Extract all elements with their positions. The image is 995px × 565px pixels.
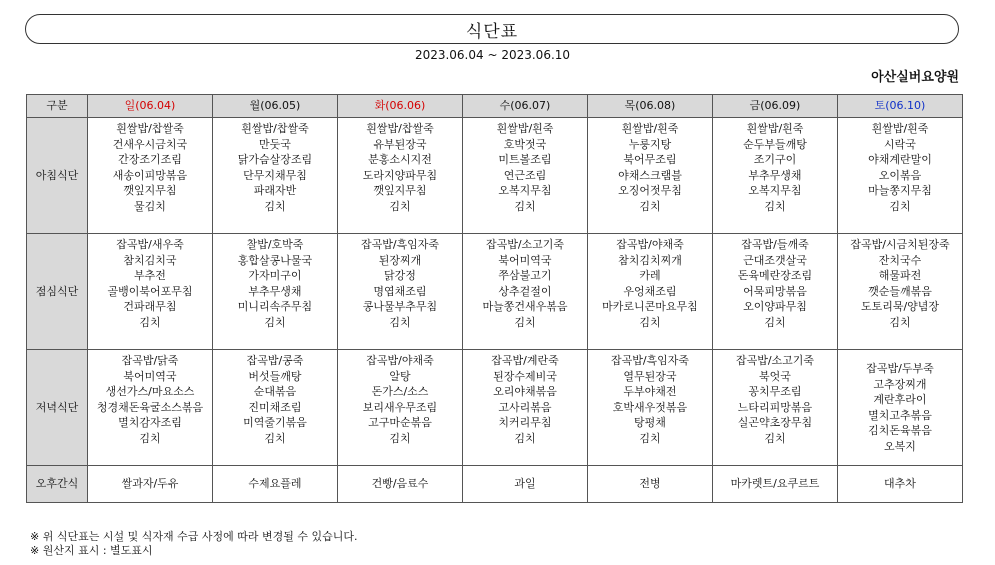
menu-cell: [88, 118, 213, 234]
menu-cell: [838, 234, 963, 350]
menu-cell: [588, 350, 713, 466]
snack-cell: 수제요플레: [213, 466, 338, 503]
menu-item: 부추무생채: [248, 284, 302, 298]
menu-item: 간장조기조림: [118, 153, 182, 166]
menu-item: 우엉채조림: [623, 284, 677, 298]
menu-item: 흰쌀밥/흰죽: [621, 122, 679, 135]
menu-item: 잡곡밥/계란죽: [491, 354, 559, 367]
menu-item: 도라지양파무침: [362, 168, 438, 182]
menu-cell: [338, 118, 463, 234]
menu-item: 흰쌀밥/흰죽: [496, 122, 554, 135]
menu-item: 잡곡밥/콩죽: [246, 354, 304, 367]
menu-item: 흰쌀밥/찹쌀죽: [241, 122, 309, 135]
menu-item: 오리야채볶음: [493, 385, 557, 398]
menu-item: 오이양파무침: [743, 300, 807, 313]
date-range: 2023.06.04 ~ 2023.06.10: [414, 48, 571, 62]
menu-item: 부추전: [134, 269, 166, 282]
menu-item: 잡곡밥/닭죽: [121, 354, 179, 367]
menu-item: 오복지무침: [748, 184, 802, 197]
snack-cell: 건빵/음료수: [338, 466, 463, 503]
menu-cell: [713, 118, 838, 234]
menu-item: 잡곡밥/야채죽: [366, 354, 434, 367]
menu-item: 해물파전: [878, 269, 922, 282]
menu-item: 찰밥/호박죽: [246, 238, 304, 251]
menu-item: 김치: [264, 315, 286, 329]
menu-item: 야채계란말이: [868, 153, 932, 166]
menu-item: 된장수제비국: [493, 369, 557, 383]
menu-item: 도토리묵/양념장: [860, 300, 940, 313]
menu-cell: [463, 118, 588, 234]
menu-item: 김치: [889, 315, 911, 329]
menu-cell: [713, 350, 838, 466]
menu-item: 어묵피망볶음: [743, 284, 807, 298]
menu-item: 흰쌀밥/흰죽: [871, 122, 929, 135]
menu-item: 카레: [639, 269, 661, 282]
menu-item: 김치: [764, 199, 786, 213]
menu-cell: [88, 350, 213, 466]
menu-item: 흰쌀밥/흰죽: [746, 122, 804, 135]
menu-item: 호박젓국: [503, 137, 547, 151]
menu-cell: [463, 234, 588, 350]
menu-item: 잡곡밥/소고기죽: [485, 238, 565, 251]
menu-item: 버섯들깨탕: [248, 369, 302, 383]
dinner-row: [27, 350, 963, 466]
menu-item: 야채스크램블: [618, 168, 682, 182]
menu-item: 콩나물부추무침: [362, 300, 438, 313]
menu-cell: [588, 118, 713, 234]
menu-item: 호박새우젓볶음: [612, 400, 688, 414]
menu-item: 청경채돈육굴소스볶음: [96, 400, 204, 414]
menu-item: 김치: [139, 431, 161, 445]
menu-item: 깻순들깨볶음: [868, 284, 932, 298]
facility-name: 아산실버요양원: [871, 70, 959, 85]
menu-item: 고사리볶음: [498, 400, 552, 414]
menu-item: 김치: [639, 431, 661, 445]
snack-cell: 대추차: [838, 466, 963, 503]
menu-item: 보리새우무조림: [362, 400, 438, 414]
menu-cell: [213, 350, 338, 466]
menu-item: 미트볼조림: [498, 153, 552, 166]
day-header: 화(06.06): [338, 95, 463, 118]
menu-item: 실곤약초장무침: [737, 416, 813, 429]
day-header: 금(06.09): [713, 95, 838, 118]
notes: [30, 530, 357, 558]
menu-item: 시락국: [884, 137, 916, 151]
menu-cell: [838, 350, 963, 466]
menu-item: 계란후라이: [873, 393, 927, 406]
menu-item: 닭강정: [384, 269, 416, 282]
note-line: ※ 위 식단표는 시설 및 식자재 수급 사정에 따라 변경될 수 있습니다.: [30, 530, 358, 543]
menu-item: 마늘쫑건새우볶음: [482, 300, 568, 313]
menu-item: 홍합살콩나물국: [237, 253, 313, 267]
menu-item: 된장찌개: [378, 253, 422, 267]
menu-item: 오복지: [884, 439, 916, 453]
menu-item: 김치: [514, 315, 536, 329]
menu-item: 북어무조림: [623, 153, 677, 166]
menu-item: 순두부들깨탕: [743, 137, 807, 151]
menu-item: 김치: [389, 431, 411, 445]
menu-item: 잡곡밥/들깨죽: [741, 238, 809, 251]
menu-item: 김치돈육볶음: [868, 424, 932, 437]
menu-item: 김치: [514, 199, 536, 213]
menu-item: 김치: [639, 199, 661, 213]
menu-item: 흰쌀밥/찹쌀죽: [116, 122, 184, 135]
menu-cell: [213, 234, 338, 350]
snack-cell: 전병: [588, 466, 713, 503]
menu-item: 새송이피망볶음: [112, 168, 188, 182]
menu-item: 생선가스/마요소스: [105, 385, 195, 398]
menu-cell: [213, 118, 338, 234]
menu-item: 분홍소시지전: [368, 153, 432, 166]
menu-item: 유부된장국: [373, 137, 427, 151]
menu-item: 잔치국수: [878, 253, 922, 267]
menu-item: 김치: [389, 315, 411, 329]
menu-item: 고추장찌개: [873, 377, 927, 391]
row-label-dinner: 저녁식단: [27, 350, 88, 466]
menu-item: 김치: [764, 431, 786, 445]
menu-item: 꽁치무조림: [748, 385, 802, 398]
menu-item: 깻잎지무침: [123, 184, 177, 197]
menu-item: 쭈삼불고기: [498, 269, 552, 282]
menu-item: 느타리피망볶음: [737, 400, 813, 414]
menu-item: 순대볶음: [253, 385, 297, 398]
menu-item: 멸치감자조림: [118, 416, 182, 429]
snack-cell: 마카렛트/요쿠르트: [713, 466, 838, 503]
menu-item: 연근조림: [503, 168, 547, 182]
menu-item: 미니리속주무침: [237, 300, 313, 313]
menu-item: 김치: [264, 431, 286, 445]
menu-item: 잡곡밥/새우죽: [116, 238, 184, 251]
menu-item: 닭가슴살장조림: [237, 153, 313, 166]
menu-item: 미역줄기볶음: [243, 416, 307, 429]
menu-item: 물김치: [134, 199, 166, 213]
menu-item: 마카로니콘마요무침: [602, 300, 698, 313]
menu-item: 명엽채조림: [373, 284, 427, 298]
menu-item: 김치: [139, 315, 161, 329]
menu-item: 김치: [264, 199, 286, 213]
snack-cell: 쌀과자/두유: [88, 466, 213, 503]
menu-cell: [588, 234, 713, 350]
row-label-lunch: 점심식단: [27, 234, 88, 350]
menu-item: 탕평채: [634, 416, 666, 429]
day-header: 목(06.08): [588, 95, 713, 118]
snack-row: [27, 466, 963, 503]
menu-cell: [338, 350, 463, 466]
menu-item: 건새우시금치국: [112, 137, 188, 151]
menu-item: 북어미역국: [123, 369, 177, 383]
row-label-breakfast: 아침식단: [27, 118, 88, 234]
menu-item: 참치김치국: [123, 253, 177, 267]
note-line: ※ 원산지 표시 : 별도표시: [30, 544, 153, 557]
menu-item: 김치: [764, 315, 786, 329]
menu-item: 상추겉절이: [498, 284, 552, 298]
breakfast-row: [27, 118, 963, 234]
menu-item: 돈가스/소스: [371, 385, 429, 398]
menu-item: 김치: [389, 199, 411, 213]
menu-item: 마늘쫑지무침: [868, 184, 932, 197]
lunch-row: [27, 234, 963, 350]
menu-cell: [88, 234, 213, 350]
menu-item: 오복지무침: [498, 184, 552, 197]
menu-item: 잡곡밥/두부죽: [866, 362, 934, 375]
menu-item: 가자미구이: [248, 269, 302, 282]
menu-item: 깻잎지무침: [373, 184, 427, 197]
menu-item: 잡곡밥/흑임자죽: [360, 238, 440, 251]
menu-item: 근대조갯살국: [743, 253, 807, 267]
menu-item: 잡곡밥/소고기죽: [735, 354, 815, 367]
menu-item: 진미채조림: [248, 400, 302, 414]
menu-item: 잡곡밥/시금치된장죽: [850, 238, 950, 251]
menu-cell: [713, 234, 838, 350]
menu-item: 치커리무침: [498, 416, 552, 429]
menu-item: 부추무생채: [748, 168, 802, 182]
menu-item: 고구마순볶음: [368, 416, 432, 429]
menu-cell: [463, 350, 588, 466]
menu-item: 골뱅이북어포무침: [107, 284, 193, 298]
corner-label: 구분: [27, 95, 88, 118]
menu-table: [26, 94, 963, 503]
menu-item: 오징어젓무침: [618, 184, 682, 197]
menu-item: 김치: [514, 431, 536, 445]
menu-cell: [338, 234, 463, 350]
menu-item: 누룽지탕: [628, 137, 672, 151]
header-row: [27, 95, 963, 118]
menu-item: 두부야채전: [623, 385, 677, 398]
day-header: 토(06.10): [838, 95, 963, 118]
menu-item: 잡곡밥/야채죽: [616, 238, 684, 251]
menu-item: 건파래무침: [123, 300, 177, 313]
menu-item: 조기구이: [753, 153, 797, 166]
menu-cell: [838, 118, 963, 234]
menu-item: 돈육메란장조림: [737, 269, 813, 282]
day-header: 수(06.07): [463, 95, 588, 118]
menu-item: 김치: [639, 315, 661, 329]
page-title: 식단표: [465, 21, 519, 42]
menu-item: 오이볶음: [878, 168, 922, 182]
menu-item: 흰쌀밥/찹쌀죽: [366, 122, 434, 135]
day-header: 일(06.04): [88, 95, 213, 118]
menu-item: 단무지채무침: [243, 168, 307, 182]
page-title-box: [25, 14, 959, 44]
row-label-snack: 오후간식: [27, 466, 88, 503]
menu-item: 참치김치찌개: [618, 253, 682, 267]
menu-item: 만둣국: [259, 137, 291, 151]
menu-item: 멸치고추볶음: [868, 408, 932, 422]
menu-item: 알탕: [389, 369, 411, 383]
menu-item: 파래자반: [253, 184, 297, 197]
menu-item: 잡곡밥/흑임자죽: [610, 354, 690, 367]
menu-item: 북엇국: [759, 369, 791, 383]
day-header: 월(06.05): [213, 95, 338, 118]
menu-item: 열무된장국: [623, 369, 677, 383]
menu-item: 북어미역국: [498, 253, 552, 267]
menu-item: 김치: [889, 199, 911, 213]
snack-cell: 과일: [463, 466, 588, 503]
